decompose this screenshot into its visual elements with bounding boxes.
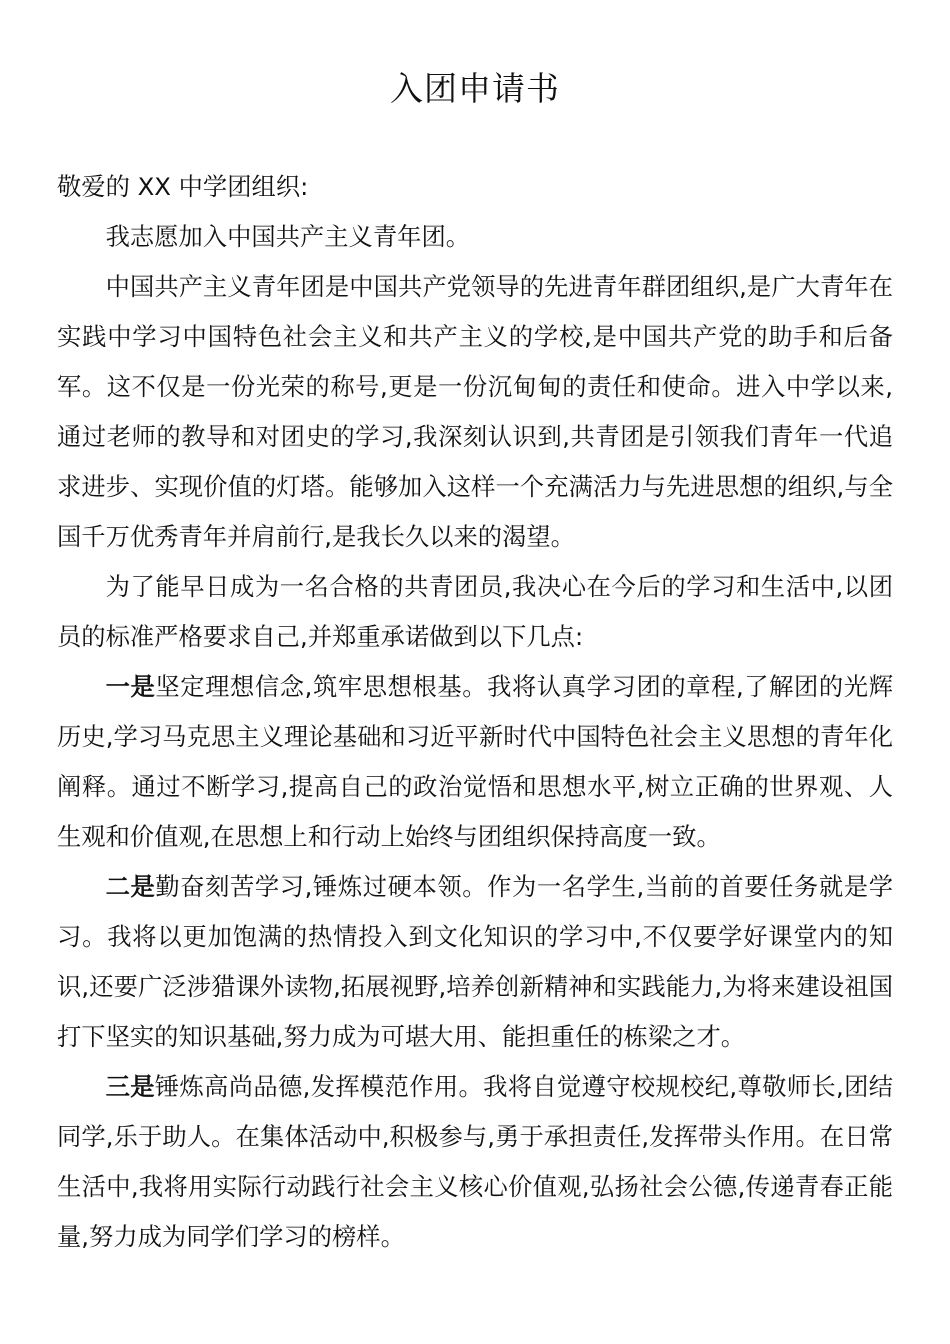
salutation: 敬爱的 XX 中学团组织: xyxy=(57,172,309,201)
document-body xyxy=(57,162,893,1262)
commitment-2 xyxy=(57,862,893,1062)
commitment-1 xyxy=(57,662,893,862)
paragraph-resolution: 为了能早日成为一名合格的共青团员,我决心在今后的学习和生活中,以团员的标准严格要求自己,并郑重承诺做到以下几点: xyxy=(57,572,893,651)
document-title: 入团申请书 xyxy=(390,69,560,108)
commitment-1-lead: 一是 xyxy=(105,672,156,701)
commitment-3-text: 锤炼高尚品德,发挥模范作用。我将自觉遵守校规校纪,尊敬师长,团结同学,乐于助人。在集体活动中,积极参与,勇于承担责任,发挥带头作用。在日常生活中,我将用实际行动践行社会主义核心价值观,弘扬社会公德,传递青春正能量,努力成为同学们学习的榜样。 xyxy=(57,1072,893,1251)
commitment-1-text: 坚定理想信念,筑牢思想根基。我将认真学习团的章程,了解团的光辉历史,学习马克思主义理论基础和习近平新时代中国特色社会主义思想的青年化阐释。通过不断学习,提高自己的政治觉悟和思想水平,树立正确的世界观、人生观和价值观,在思想上和行动上始终与团组织保持高度一致。 xyxy=(57,672,893,851)
commitment-2-text: 勤奋刻苦学习,锤炼过硬本领。作为一名学生,当前的首要任务就是学习。我将以更加饱满的热情投入到文化知识的学习中,不仅要学好课堂内的知识,还要广泛涉猎课外读物,拓展视野,培养创新精神和实践能力,为将来建设祖国打下坚实的知识基础,努力成为可堪大用、能担重任的栋梁之才。 xyxy=(57,872,893,1051)
commitment-3-lead: 三是 xyxy=(105,1072,155,1101)
paragraph-about-league: 中国共产主义青年团是中国共产党领导的先进青年群团组织,是广大青年在实践中学习中国特色社会主义和共产主义的学校,是中国共产党的助手和后备军。这不仅是一份光荣的称号,更是一份沉甸甸的责任和使命。进入中学以来,通过老师的教导和对团史的学习,我深刻认识到,共青团是引领我们青年一代追求进步、实现价值的灯塔。能够加入这样一个充满活力与先进思想的组织,与全国千万优秀青年并肩前行,是我长久以来的渴望。 xyxy=(57,272,893,551)
commitment-2-lead: 二是 xyxy=(105,872,156,901)
paragraph-pledge: 我志愿加入中国共产主义青年团。 xyxy=(105,222,471,251)
commitment-3 xyxy=(57,1062,893,1262)
